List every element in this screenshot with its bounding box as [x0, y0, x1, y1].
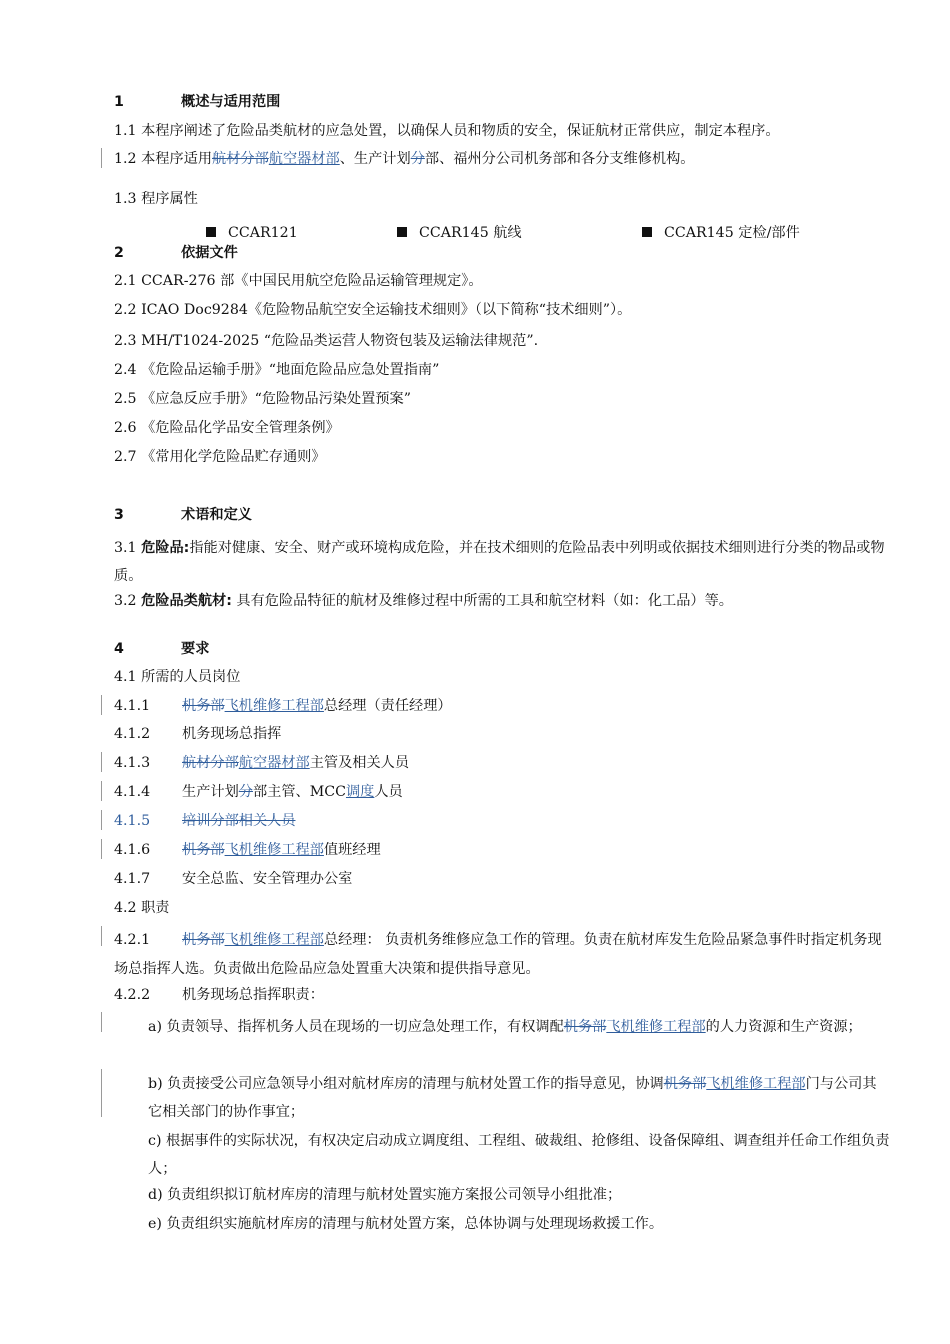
section-number: 4 — [114, 641, 124, 657]
deleted-text: 机务部 — [182, 932, 225, 948]
section-title: 依据文件 — [181, 245, 238, 261]
definition-number: 3.1 — [114, 540, 142, 556]
revision-bar — [101, 695, 102, 715]
revision-bar — [101, 1012, 102, 1032]
definition-term: 危险品类航材: — [141, 593, 232, 609]
inserted-text: 飞机维修工程部 — [606, 1019, 706, 1035]
section-1-heading — [114, 92, 890, 112]
duty-item-b — [114, 1070, 890, 1126]
deleted-text: 培训分部相关人员 — [182, 813, 296, 829]
text: a) 负责领导、指挥机务人员在现场的一切应急处理工作，有权调配 — [148, 1019, 564, 1035]
reference-item: 2.6 《危险品化学品安全管理条例》 — [114, 420, 340, 436]
paragraph-4-2: 4.2 职责 — [114, 900, 170, 916]
deleted-text: 航材分部 — [182, 755, 239, 771]
deleted-text: 分 — [410, 151, 425, 167]
text: 的人力资源和生产资源； — [705, 1019, 862, 1035]
paragraph-4-1: 4.1 所需的人员岗位 — [114, 669, 241, 685]
item-number: 4.1.3 — [114, 755, 151, 771]
paragraph-1-1: 1.1 本程序阐述了危险品类航材的应急处置，以确保人员和物质的安全，保证航材正常供应，制定本程序。 — [114, 123, 780, 139]
revision-bar — [101, 148, 102, 168]
definition-term: 危险品: — [141, 540, 190, 556]
duty-item-c: c) 根据事件的实际状况，有权决定启动成立调度组、工程组、破裁组、抢修组、设备保障组、调查组并任命工作组负责人； — [148, 1133, 890, 1177]
reference-item: 2.1 CCAR-276 部《中国民用航空危险品运输管理规定》。 — [114, 273, 483, 289]
reference-item: 2.2 ICAO Doc9284《危险物品航空安全运输技术细则》（以下简称“技术细则”）。 — [114, 302, 632, 318]
inserted-text: 航空器材部 — [268, 151, 340, 167]
inserted-text: 飞机维修工程部 — [224, 842, 324, 858]
inserted-text: 飞机维修工程部 — [706, 1076, 806, 1092]
item-number: 4.1.5 — [114, 813, 151, 829]
definition-3-2 — [114, 591, 890, 611]
text: 机务现场总指挥 — [182, 726, 282, 742]
checked-square-icon — [397, 227, 407, 237]
paragraph-1-2 — [114, 149, 890, 169]
duty-item-a — [114, 1013, 890, 1041]
role-4-1-3 — [114, 753, 890, 773]
item-number: 4.1.1 — [114, 698, 151, 714]
section-3-heading — [114, 505, 890, 525]
deleted-text: 航材分部 — [212, 151, 269, 167]
text: 生产计划 — [182, 784, 239, 800]
reference-item: 2.4 《危险品运输手册》“地面危险品应急处置指南” — [114, 362, 440, 378]
text: 人员 — [374, 784, 403, 800]
inserted-text: 调度 — [345, 784, 375, 800]
role-4-1-5-deleted — [114, 811, 890, 831]
reference-item: 2.5 《应急反应手册》“危险物品污染处置预案” — [114, 391, 411, 407]
property-item — [642, 223, 800, 243]
deleted-text: 分 — [238, 784, 253, 800]
section-title: 要求 — [181, 641, 210, 657]
checked-square-icon — [206, 227, 216, 237]
checked-square-icon — [642, 227, 652, 237]
deleted-text: 机务部 — [182, 698, 225, 714]
text: 机务现场总指挥职责： — [182, 987, 324, 1003]
property-label: CCAR145 定检/部件 — [664, 225, 800, 241]
revision-bar — [101, 810, 102, 830]
property-item — [397, 223, 522, 243]
item-number: 4.1.2 — [114, 726, 151, 742]
text: 总经理： 负责机务维修应急工作的管理。负责在航材库发生危险品紧急事件时指定机务现场总指挥人选。负责做出危险品应急处置重大决策和提供指导意见。 — [114, 932, 882, 977]
role-4-1-2 — [114, 724, 890, 744]
section-number: 3 — [114, 507, 124, 523]
property-label: CCAR121 — [228, 225, 298, 241]
item-number: 4.2.1 — [114, 932, 151, 948]
inserted-text: 航空器材部 — [238, 755, 310, 771]
text: 值班经理 — [323, 842, 381, 858]
definition-3-1 — [114, 534, 890, 590]
reference-item: 2.7 《常用化学危险品贮存通则》 — [114, 449, 326, 465]
text: 门与公司其它相关部门的协作事宜； — [148, 1076, 877, 1120]
text: 安全总监、安全管理办公室 — [182, 871, 353, 887]
revision-bar — [101, 926, 102, 946]
property-label: CCAR145 航线 — [419, 225, 522, 241]
item-number: 4.1.6 — [114, 842, 151, 858]
text: 1.2 本程序适用 — [114, 151, 213, 167]
reference-item: 2.3 MH/T1024-2025 “危险品类运营人物资包装及运输法律规范”. — [114, 333, 539, 349]
revision-bar — [101, 781, 102, 801]
deleted-text: 机务部 — [663, 1076, 707, 1092]
deleted-text: 机务部 — [182, 842, 225, 858]
item-number: 4.1.4 — [114, 784, 151, 800]
revision-bar — [101, 839, 102, 859]
deleted-text: 机务部 — [563, 1019, 607, 1035]
role-4-1-7 — [114, 869, 890, 889]
section-number: 1 — [114, 94, 124, 110]
section-2-heading — [114, 243, 890, 263]
inserted-text: 飞机维修工程部 — [224, 698, 324, 714]
section-number: 2 — [114, 245, 124, 261]
definition-number: 3.2 — [114, 593, 142, 609]
definition-text: 具有危险品特征的航材及维修过程中所需的工具和航空材料（如：化工品）等。 — [231, 593, 733, 609]
text: 部主管、MCC — [252, 784, 346, 800]
duty-item-d: d) 负责组织拟订航材库房的清理与航材处置实施方案报公司领导小组批准； — [148, 1187, 622, 1203]
role-4-1-6 — [114, 840, 890, 860]
definition-text: 指能对健康、安全、财产或环境构成危险，并在技术细则的危险品表中列明或依据技术细则进行分类的物品或物质。 — [114, 540, 885, 584]
text: b) 负责接受公司应急领导小组对航材库房的清理与航材处置工作的指导意见，协调 — [148, 1076, 664, 1092]
duty-4-2-2 — [114, 985, 890, 1005]
section-4-heading — [114, 639, 890, 659]
revision-bar — [101, 1069, 102, 1117]
revision-bar — [101, 752, 102, 772]
section-title: 概述与适用范围 — [181, 94, 281, 110]
text: 部、福州分公司机务部和各分支维修机构。 — [424, 151, 695, 167]
item-number: 4.2.2 — [114, 987, 151, 1003]
role-4-1-4 — [114, 782, 890, 802]
text: 主管及相关人员 — [309, 755, 410, 771]
item-number: 4.1.7 — [114, 871, 151, 887]
section-title: 术语和定义 — [181, 507, 252, 523]
program-properties — [114, 223, 890, 243]
duty-item-e: e) 负责组织实施航材库房的清理与航材处置方案，总体协调与处理现场救援工作。 — [148, 1216, 664, 1232]
paragraph-1-3: 1.3 程序属性 — [114, 191, 198, 207]
duty-4-2-1 — [114, 926, 890, 984]
role-4-1-1 — [114, 696, 890, 716]
text: 、生产计划 — [339, 151, 411, 167]
text: 总经理（责任经理） — [323, 698, 452, 714]
property-item — [206, 223, 298, 243]
inserted-text: 飞机维修工程部 — [224, 932, 324, 948]
